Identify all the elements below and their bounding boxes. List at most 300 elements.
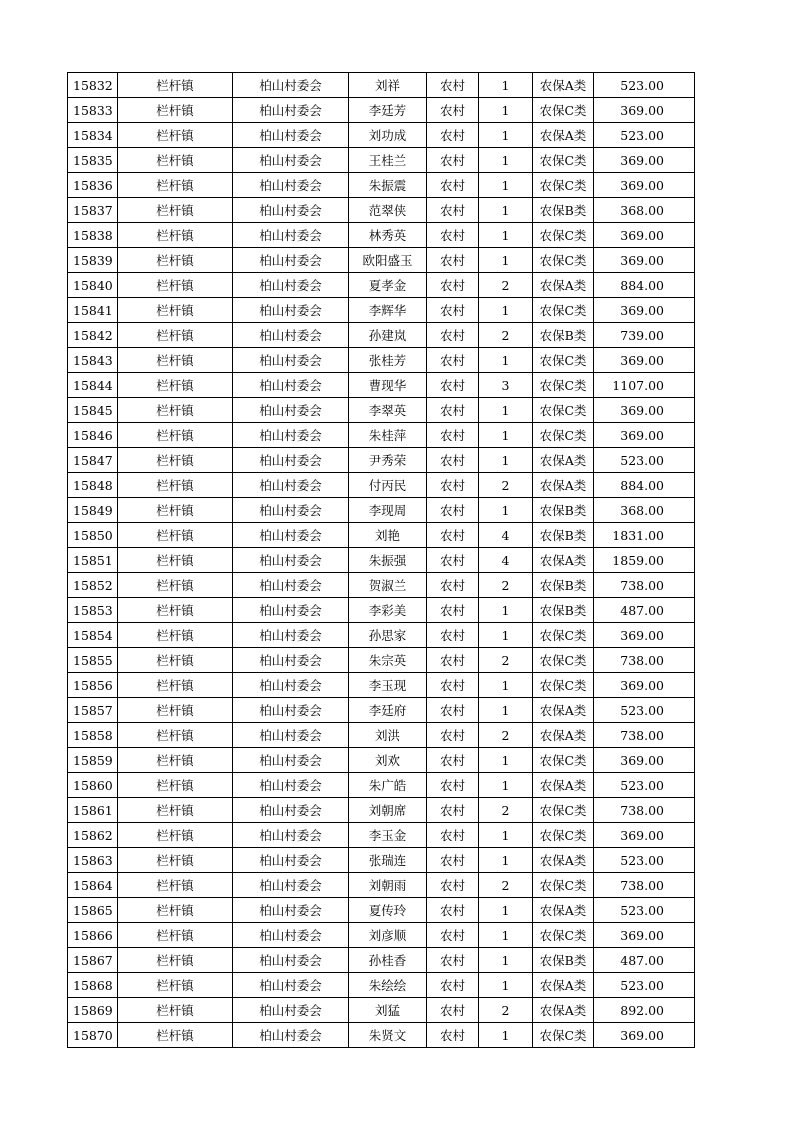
record-id-cell: 15863	[68, 848, 118, 873]
table-row	[68, 898, 695, 923]
person-name-cell: 刘洪	[349, 723, 427, 748]
household-type-cell: 农村	[427, 298, 479, 323]
member-count-cell: 4	[479, 548, 533, 573]
table-row	[68, 373, 695, 398]
member-count-cell: 1	[479, 823, 533, 848]
record-id-cell: 15844	[68, 373, 118, 398]
village-committee-cell: 柏山村委会	[233, 398, 349, 423]
insurance-category-cell: 农保A类	[533, 773, 594, 798]
person-name-cell: 朱绘绘	[349, 973, 427, 998]
household-type-cell: 农村	[427, 898, 479, 923]
member-count-cell: 2	[479, 798, 533, 823]
household-type-cell: 农村	[427, 548, 479, 573]
household-type-cell: 农村	[427, 923, 479, 948]
town-cell: 栏杆镇	[118, 923, 233, 948]
village-committee-cell: 柏山村委会	[233, 723, 349, 748]
amount-cell: 369.00	[594, 923, 695, 948]
village-committee-cell: 柏山村委会	[233, 548, 349, 573]
amount-cell: 1859.00	[594, 548, 695, 573]
insurance-category-cell: 农保C类	[533, 648, 594, 673]
amount-cell: 369.00	[594, 148, 695, 173]
town-cell: 栏杆镇	[118, 773, 233, 798]
record-id-cell: 15854	[68, 623, 118, 648]
insurance-category-cell: 农保C类	[533, 748, 594, 773]
village-committee-cell: 柏山村委会	[233, 923, 349, 948]
member-count-cell: 1	[479, 948, 533, 973]
person-name-cell: 刘祥	[349, 73, 427, 98]
village-committee-cell: 柏山村委会	[233, 348, 349, 373]
village-committee-cell: 柏山村委会	[233, 823, 349, 848]
person-name-cell: 刘猛	[349, 998, 427, 1023]
town-cell: 栏杆镇	[118, 223, 233, 248]
amount-cell: 369.00	[594, 398, 695, 423]
table-row	[68, 448, 695, 473]
insurance-category-cell: 农保A类	[533, 548, 594, 573]
town-cell: 栏杆镇	[118, 373, 233, 398]
village-committee-cell: 柏山村委会	[233, 173, 349, 198]
member-count-cell: 2	[479, 873, 533, 898]
household-type-cell: 农村	[427, 323, 479, 348]
village-committee-cell: 柏山村委会	[233, 748, 349, 773]
village-committee-cell: 柏山村委会	[233, 998, 349, 1023]
household-type-cell: 农村	[427, 473, 479, 498]
member-count-cell: 1	[479, 748, 533, 773]
person-name-cell: 张瑞连	[349, 848, 427, 873]
table-row	[68, 123, 695, 148]
insurance-category-cell: 农保C类	[533, 98, 594, 123]
record-id-cell: 15864	[68, 873, 118, 898]
village-committee-cell: 柏山村委会	[233, 898, 349, 923]
record-id-cell: 15860	[68, 773, 118, 798]
table-row	[68, 198, 695, 223]
town-cell: 栏杆镇	[118, 673, 233, 698]
amount-cell: 369.00	[594, 1023, 695, 1048]
record-id-cell: 15842	[68, 323, 118, 348]
village-committee-cell: 柏山村委会	[233, 148, 349, 173]
household-type-cell: 农村	[427, 973, 479, 998]
member-count-cell: 1	[479, 1023, 533, 1048]
person-name-cell: 刘朝雨	[349, 873, 427, 898]
member-count-cell: 2	[479, 998, 533, 1023]
village-committee-cell: 柏山村委会	[233, 648, 349, 673]
record-id-cell: 15849	[68, 498, 118, 523]
record-id-cell: 15834	[68, 123, 118, 148]
table-row	[68, 923, 695, 948]
amount-cell: 369.00	[594, 298, 695, 323]
member-count-cell: 1	[479, 123, 533, 148]
village-committee-cell: 柏山村委会	[233, 573, 349, 598]
town-cell: 栏杆镇	[118, 548, 233, 573]
household-type-cell: 农村	[427, 873, 479, 898]
town-cell: 栏杆镇	[118, 173, 233, 198]
person-name-cell: 孙建岚	[349, 323, 427, 348]
town-cell: 栏杆镇	[118, 73, 233, 98]
insurance-category-cell: 农保C类	[533, 173, 594, 198]
member-count-cell: 1	[479, 198, 533, 223]
person-name-cell: 夏孝金	[349, 273, 427, 298]
table-row	[68, 648, 695, 673]
person-name-cell: 孙思家	[349, 623, 427, 648]
amount-cell: 369.00	[594, 348, 695, 373]
town-cell: 栏杆镇	[118, 298, 233, 323]
amount-cell: 369.00	[594, 248, 695, 273]
table-row	[68, 998, 695, 1023]
town-cell: 栏杆镇	[118, 623, 233, 648]
person-name-cell: 刘功成	[349, 123, 427, 148]
amount-cell: 739.00	[594, 323, 695, 348]
village-committee-cell: 柏山村委会	[233, 448, 349, 473]
town-cell: 栏杆镇	[118, 823, 233, 848]
table-row	[68, 773, 695, 798]
household-type-cell: 农村	[427, 498, 479, 523]
table-row	[68, 498, 695, 523]
member-count-cell: 1	[479, 398, 533, 423]
village-committee-cell: 柏山村委会	[233, 1023, 349, 1048]
table-row	[68, 623, 695, 648]
insurance-category-cell: 农保C类	[533, 248, 594, 273]
person-name-cell: 刘欢	[349, 748, 427, 773]
person-name-cell: 李廷芳	[349, 98, 427, 123]
table-row	[68, 148, 695, 173]
insurance-category-cell: 农保A类	[533, 73, 594, 98]
person-name-cell: 欧阳盛玉	[349, 248, 427, 273]
town-cell: 栏杆镇	[118, 748, 233, 773]
table-row	[68, 248, 695, 273]
insurance-category-cell: 农保C类	[533, 348, 594, 373]
village-committee-cell: 柏山村委会	[233, 273, 349, 298]
amount-cell: 523.00	[594, 848, 695, 873]
record-id-cell: 15841	[68, 298, 118, 323]
town-cell: 栏杆镇	[118, 148, 233, 173]
person-name-cell: 王桂兰	[349, 148, 427, 173]
person-name-cell: 李玉现	[349, 673, 427, 698]
amount-cell: 523.00	[594, 698, 695, 723]
amount-cell: 738.00	[594, 573, 695, 598]
household-type-cell: 农村	[427, 173, 479, 198]
record-id-cell: 15848	[68, 473, 118, 498]
record-id-cell: 15850	[68, 523, 118, 548]
table-body	[68, 73, 695, 1048]
record-id-cell: 15833	[68, 98, 118, 123]
table-row	[68, 548, 695, 573]
person-name-cell: 林秀英	[349, 223, 427, 248]
person-name-cell: 范翠侠	[349, 198, 427, 223]
table-row	[68, 273, 695, 298]
table-row	[68, 573, 695, 598]
record-id-cell: 15832	[68, 73, 118, 98]
record-id-cell: 15862	[68, 823, 118, 848]
table-row	[68, 473, 695, 498]
household-type-cell: 农村	[427, 948, 479, 973]
table-row	[68, 823, 695, 848]
household-type-cell: 农村	[427, 198, 479, 223]
record-id-cell: 15838	[68, 223, 118, 248]
insurance-category-cell: 农保C类	[533, 423, 594, 448]
amount-cell: 523.00	[594, 973, 695, 998]
person-name-cell: 朱广皓	[349, 773, 427, 798]
amount-cell: 884.00	[594, 473, 695, 498]
insurance-category-cell: 农保A类	[533, 998, 594, 1023]
town-cell: 栏杆镇	[118, 323, 233, 348]
village-committee-cell: 柏山村委会	[233, 673, 349, 698]
person-name-cell: 朱振强	[349, 548, 427, 573]
record-id-cell: 15870	[68, 1023, 118, 1048]
household-type-cell: 农村	[427, 248, 479, 273]
table-row	[68, 598, 695, 623]
person-name-cell: 朱振震	[349, 173, 427, 198]
person-name-cell: 刘艳	[349, 523, 427, 548]
table-row	[68, 323, 695, 348]
member-count-cell: 1	[479, 498, 533, 523]
household-type-cell: 农村	[427, 998, 479, 1023]
person-name-cell: 刘朝席	[349, 798, 427, 823]
town-cell: 栏杆镇	[118, 873, 233, 898]
household-type-cell: 农村	[427, 123, 479, 148]
village-committee-cell: 柏山村委会	[233, 98, 349, 123]
member-count-cell: 4	[479, 523, 533, 548]
member-count-cell: 2	[479, 723, 533, 748]
household-type-cell: 农村	[427, 848, 479, 873]
record-id-cell: 15869	[68, 998, 118, 1023]
amount-cell: 523.00	[594, 448, 695, 473]
member-count-cell: 1	[479, 848, 533, 873]
amount-cell: 523.00	[594, 73, 695, 98]
record-id-cell: 15852	[68, 573, 118, 598]
village-committee-cell: 柏山村委会	[233, 873, 349, 898]
village-committee-cell: 柏山村委会	[233, 198, 349, 223]
member-count-cell: 1	[479, 348, 533, 373]
amount-cell: 368.00	[594, 498, 695, 523]
household-type-cell: 农村	[427, 723, 479, 748]
village-committee-cell: 柏山村委会	[233, 298, 349, 323]
record-id-cell: 15840	[68, 273, 118, 298]
insurance-category-cell: 农保C类	[533, 223, 594, 248]
town-cell: 栏杆镇	[118, 123, 233, 148]
insurance-category-cell: 农保A类	[533, 698, 594, 723]
household-type-cell: 农村	[427, 223, 479, 248]
person-name-cell: 李玉金	[349, 823, 427, 848]
table-row	[68, 173, 695, 198]
insurance-category-cell: 农保C类	[533, 373, 594, 398]
town-cell: 栏杆镇	[118, 998, 233, 1023]
person-name-cell: 李辉华	[349, 298, 427, 323]
table-row	[68, 848, 695, 873]
village-committee-cell: 柏山村委会	[233, 798, 349, 823]
table-row	[68, 73, 695, 98]
amount-cell: 738.00	[594, 723, 695, 748]
household-type-cell: 农村	[427, 798, 479, 823]
household-type-cell: 农村	[427, 98, 479, 123]
town-cell: 栏杆镇	[118, 448, 233, 473]
record-id-cell: 15865	[68, 898, 118, 923]
village-committee-cell: 柏山村委会	[233, 598, 349, 623]
table-row	[68, 423, 695, 448]
household-type-cell: 农村	[427, 573, 479, 598]
town-cell: 栏杆镇	[118, 523, 233, 548]
amount-cell: 487.00	[594, 598, 695, 623]
insurance-category-cell: 农保A类	[533, 973, 594, 998]
amount-cell: 368.00	[594, 198, 695, 223]
record-id-cell: 15843	[68, 348, 118, 373]
household-type-cell: 农村	[427, 673, 479, 698]
record-id-cell: 15866	[68, 923, 118, 948]
amount-cell: 1831.00	[594, 523, 695, 548]
insurance-category-cell: 农保B类	[533, 323, 594, 348]
household-type-cell: 农村	[427, 148, 479, 173]
insurance-category-cell: 农保C类	[533, 923, 594, 948]
table-row	[68, 673, 695, 698]
village-committee-cell: 柏山村委会	[233, 523, 349, 548]
person-name-cell: 贺淑兰	[349, 573, 427, 598]
table-row	[68, 1023, 695, 1048]
record-id-cell: 15835	[68, 148, 118, 173]
town-cell: 栏杆镇	[118, 398, 233, 423]
insurance-category-cell: 农保B类	[533, 198, 594, 223]
amount-cell: 523.00	[594, 123, 695, 148]
member-count-cell: 1	[479, 898, 533, 923]
person-name-cell: 夏传玲	[349, 898, 427, 923]
insurance-category-cell: 农保B类	[533, 498, 594, 523]
record-id-cell: 15846	[68, 423, 118, 448]
amount-cell: 523.00	[594, 898, 695, 923]
insurance-category-cell: 农保B类	[533, 523, 594, 548]
amount-cell: 892.00	[594, 998, 695, 1023]
insurance-category-cell: 农保C类	[533, 148, 594, 173]
member-count-cell: 1	[479, 673, 533, 698]
insurance-category-cell: 农保C类	[533, 1023, 594, 1048]
member-count-cell: 1	[479, 598, 533, 623]
record-id-cell: 15859	[68, 748, 118, 773]
record-id-cell: 15839	[68, 248, 118, 273]
insurance-category-cell: 农保A类	[533, 723, 594, 748]
records-table	[67, 72, 695, 1048]
household-type-cell: 农村	[427, 73, 479, 98]
record-id-cell: 15857	[68, 698, 118, 723]
village-committee-cell: 柏山村委会	[233, 73, 349, 98]
amount-cell: 369.00	[594, 823, 695, 848]
village-committee-cell: 柏山村委会	[233, 498, 349, 523]
town-cell: 栏杆镇	[118, 723, 233, 748]
person-name-cell: 刘彦顺	[349, 923, 427, 948]
amount-cell: 738.00	[594, 798, 695, 823]
household-type-cell: 农村	[427, 823, 479, 848]
table-row	[68, 873, 695, 898]
town-cell: 栏杆镇	[118, 973, 233, 998]
person-name-cell: 李廷府	[349, 698, 427, 723]
insurance-category-cell: 农保C类	[533, 673, 594, 698]
person-name-cell: 李彩美	[349, 598, 427, 623]
data-sheet	[67, 72, 695, 1048]
member-count-cell: 1	[479, 973, 533, 998]
amount-cell: 369.00	[594, 673, 695, 698]
town-cell: 栏杆镇	[118, 423, 233, 448]
village-committee-cell: 柏山村委会	[233, 248, 349, 273]
member-count-cell: 1	[479, 98, 533, 123]
household-type-cell: 农村	[427, 623, 479, 648]
household-type-cell: 农村	[427, 523, 479, 548]
amount-cell: 369.00	[594, 423, 695, 448]
village-committee-cell: 柏山村委会	[233, 848, 349, 873]
record-id-cell: 15868	[68, 973, 118, 998]
amount-cell: 369.00	[594, 623, 695, 648]
town-cell: 栏杆镇	[118, 473, 233, 498]
member-count-cell: 2	[479, 273, 533, 298]
town-cell: 栏杆镇	[118, 273, 233, 298]
person-name-cell: 朱宗英	[349, 648, 427, 673]
insurance-category-cell: 农保B类	[533, 573, 594, 598]
member-count-cell: 1	[479, 773, 533, 798]
insurance-category-cell: 农保A类	[533, 898, 594, 923]
table-row	[68, 523, 695, 548]
member-count-cell: 1	[479, 623, 533, 648]
amount-cell: 369.00	[594, 748, 695, 773]
insurance-category-cell: 农保C类	[533, 873, 594, 898]
town-cell: 栏杆镇	[118, 248, 233, 273]
town-cell: 栏杆镇	[118, 648, 233, 673]
insurance-category-cell: 农保C类	[533, 823, 594, 848]
table-row	[68, 973, 695, 998]
person-name-cell: 孙桂香	[349, 948, 427, 973]
amount-cell: 738.00	[594, 648, 695, 673]
member-count-cell: 1	[479, 923, 533, 948]
town-cell: 栏杆镇	[118, 598, 233, 623]
record-id-cell: 15836	[68, 173, 118, 198]
insurance-category-cell: 农保B类	[533, 598, 594, 623]
member-count-cell: 2	[479, 323, 533, 348]
village-committee-cell: 柏山村委会	[233, 973, 349, 998]
village-committee-cell: 柏山村委会	[233, 423, 349, 448]
household-type-cell: 农村	[427, 698, 479, 723]
insurance-category-cell: 农保A类	[533, 473, 594, 498]
member-count-cell: 1	[479, 148, 533, 173]
person-name-cell: 曹现华	[349, 373, 427, 398]
member-count-cell: 3	[479, 373, 533, 398]
record-id-cell: 15851	[68, 548, 118, 573]
table-row	[68, 98, 695, 123]
table-row	[68, 298, 695, 323]
member-count-cell: 2	[479, 473, 533, 498]
village-committee-cell: 柏山村委会	[233, 323, 349, 348]
member-count-cell: 1	[479, 298, 533, 323]
member-count-cell: 1	[479, 698, 533, 723]
record-id-cell: 15861	[68, 798, 118, 823]
village-committee-cell: 柏山村委会	[233, 623, 349, 648]
village-committee-cell: 柏山村委会	[233, 223, 349, 248]
village-committee-cell: 柏山村委会	[233, 373, 349, 398]
amount-cell: 487.00	[594, 948, 695, 973]
household-type-cell: 农村	[427, 598, 479, 623]
village-committee-cell: 柏山村委会	[233, 698, 349, 723]
member-count-cell: 2	[479, 573, 533, 598]
town-cell: 栏杆镇	[118, 573, 233, 598]
insurance-category-cell: 农保A类	[533, 273, 594, 298]
record-id-cell: 15845	[68, 398, 118, 423]
town-cell: 栏杆镇	[118, 798, 233, 823]
member-count-cell: 1	[479, 248, 533, 273]
amount-cell: 369.00	[594, 173, 695, 198]
member-count-cell: 1	[479, 73, 533, 98]
village-committee-cell: 柏山村委会	[233, 473, 349, 498]
record-id-cell: 15847	[68, 448, 118, 473]
town-cell: 栏杆镇	[118, 698, 233, 723]
household-type-cell: 农村	[427, 373, 479, 398]
household-type-cell: 农村	[427, 423, 479, 448]
person-name-cell: 朱桂萍	[349, 423, 427, 448]
person-name-cell: 李翠英	[349, 398, 427, 423]
town-cell: 栏杆镇	[118, 498, 233, 523]
person-name-cell: 尹秀荣	[349, 448, 427, 473]
household-type-cell: 农村	[427, 748, 479, 773]
